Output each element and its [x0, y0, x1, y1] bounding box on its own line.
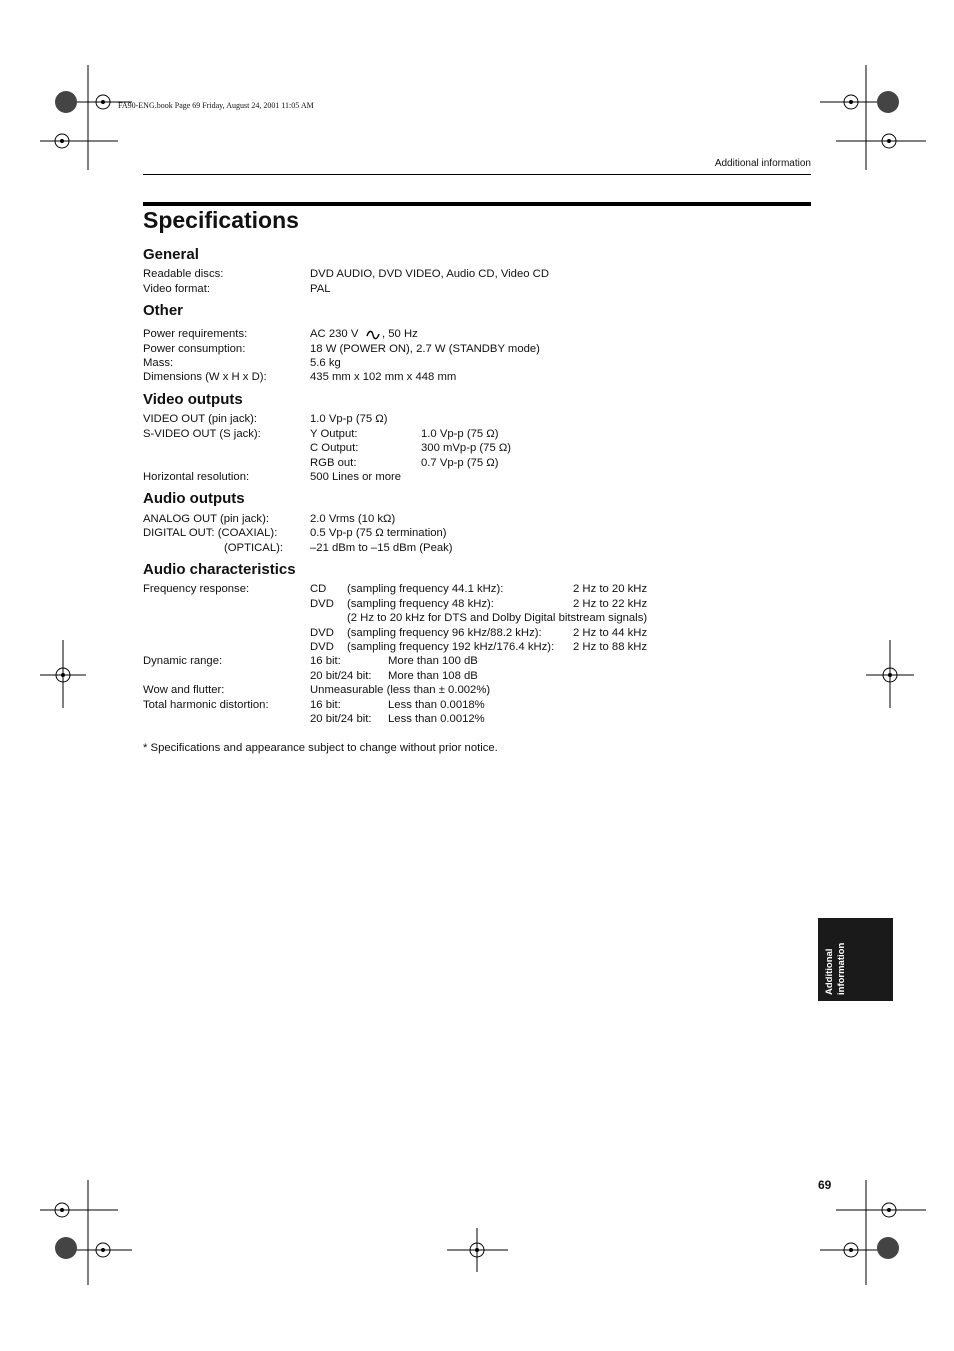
freq-desc: (2 Hz to 20 kHz for DTS and Dolby Digital bitstream signals): [347, 612, 648, 624]
spec-label: VIDEO OUT (pin jack):: [143, 413, 258, 425]
section-heading-other: Other: [143, 302, 184, 319]
freq-format: DVD: [310, 598, 334, 610]
spec-label: Mass:: [143, 357, 174, 369]
print-header: FA90-ENG.book Page 69 Friday, August 24, 2001 11:05 AM: [118, 101, 314, 110]
spec-label: Dynamic range:: [143, 655, 223, 667]
freq-range: 2 Hz to 88 kHz: [573, 641, 648, 653]
side-tab: [818, 918, 893, 1001]
bit-depth: 16 bit:: [310, 655, 341, 667]
spec-value: More than 100 dB: [388, 655, 478, 667]
bit-depth: 16 bit:: [310, 699, 341, 711]
spec-label: Horizontal resolution:: [143, 471, 250, 483]
footnote: * Specifications and appearance subject to change without prior notice.: [143, 742, 498, 754]
freq-format: DVD: [310, 641, 334, 653]
spec-value: 0.5 Vp-p (75 Ω termination): [310, 527, 447, 539]
spec-value: 1.0 Vp-p (75 Ω): [310, 413, 388, 425]
spec-value: , 50 Hz: [382, 328, 418, 340]
spec-value: Less than 0.0018%: [388, 699, 485, 711]
spec-value: 2.0 Vrms (10 kΩ): [310, 513, 396, 525]
page-number: 69: [818, 1178, 832, 1192]
spec-value: Unmeasurable (less than ± 0.002%): [310, 684, 491, 696]
spec-label: Total harmonic distortion:: [143, 699, 269, 711]
spec-label: S-VIDEO OUT (S jack):: [143, 428, 261, 440]
side-tab-line2: information: [836, 942, 847, 995]
spec-label: Power requirements:: [143, 328, 248, 340]
page-title: Specifications: [143, 207, 299, 233]
spec-value: 435 mm x 102 mm x 448 mm: [310, 371, 457, 383]
title-rule: [143, 202, 811, 206]
freq-desc: (sampling frequency 96 kHz/88.2 kHz):: [347, 627, 542, 639]
spec-value: 5.6 kg: [310, 357, 341, 369]
running-header: Additional information: [714, 158, 811, 169]
spec-label: DIGITAL OUT: (COAXIAL):: [143, 527, 278, 539]
spec-value: 18 W (POWER ON), 2.7 W (STANDBY mode): [310, 343, 540, 355]
bit-depth: 20 bit/24 bit:: [310, 670, 372, 682]
section-heading-general: General: [143, 246, 199, 263]
section-heading-audio-outputs: Audio outputs: [143, 490, 245, 507]
spec-label: ANALOG OUT (pin jack):: [143, 513, 269, 525]
spec-label: (OPTICAL):: [224, 542, 283, 554]
side-tab-label: [824, 943, 848, 995]
spec-value: 500 Lines or more: [310, 471, 402, 483]
section-heading-video: Video outputs: [143, 391, 243, 408]
freq-desc: (sampling frequency 44.1 kHz):: [347, 583, 504, 595]
spec-label: Readable discs:: [143, 268, 224, 280]
header-rule: [143, 174, 811, 175]
spec-label: Wow and flutter:: [143, 684, 225, 696]
spec-value: DVD AUDIO, DVD VIDEO, Audio CD, Video CD: [310, 268, 549, 280]
spec-value: 300 mVp-p (75 Ω): [421, 442, 512, 454]
spec-label: Power consumption:: [143, 343, 246, 355]
freq-desc: (sampling frequency 192 kHz/176.4 kHz):: [347, 641, 555, 653]
spec-sublabel: C Output:: [310, 442, 359, 454]
ac-wave-icon: [366, 330, 380, 340]
freq-format: CD: [310, 583, 327, 595]
spec-label: Video format:: [143, 283, 210, 295]
freq-range: 2 Hz to 22 kHz: [573, 598, 648, 610]
freq-format: DVD: [310, 627, 334, 639]
spec-value: 1.0 Vp-p (75 Ω): [421, 428, 499, 440]
freq-desc: (sampling frequency 48 kHz):: [347, 598, 494, 610]
side-tab-line1: Additional: [824, 948, 835, 995]
spec-sublabel: Y Output:: [310, 428, 358, 440]
spec-sublabel: RGB out:: [310, 457, 357, 469]
spec-value: 0.7 Vp-p (75 Ω): [421, 457, 499, 469]
spec-value: More than 108 dB: [388, 670, 478, 682]
spec-value: PAL: [310, 283, 331, 295]
spec-label: Frequency response:: [143, 583, 250, 595]
spec-value: Less than 0.0012%: [388, 713, 485, 725]
freq-range: 2 Hz to 44 kHz: [573, 627, 648, 639]
spec-label: Dimensions (W x H x D):: [143, 371, 267, 383]
spec-value: AC 230 V: [310, 328, 359, 340]
bit-depth: 20 bit/24 bit:: [310, 713, 372, 725]
freq-range: 2 Hz to 20 kHz: [573, 583, 648, 595]
section-heading-audio-characteristics: Audio characteristics: [143, 561, 296, 578]
spec-value: –21 dBm to –15 dBm (Peak): [310, 542, 453, 554]
